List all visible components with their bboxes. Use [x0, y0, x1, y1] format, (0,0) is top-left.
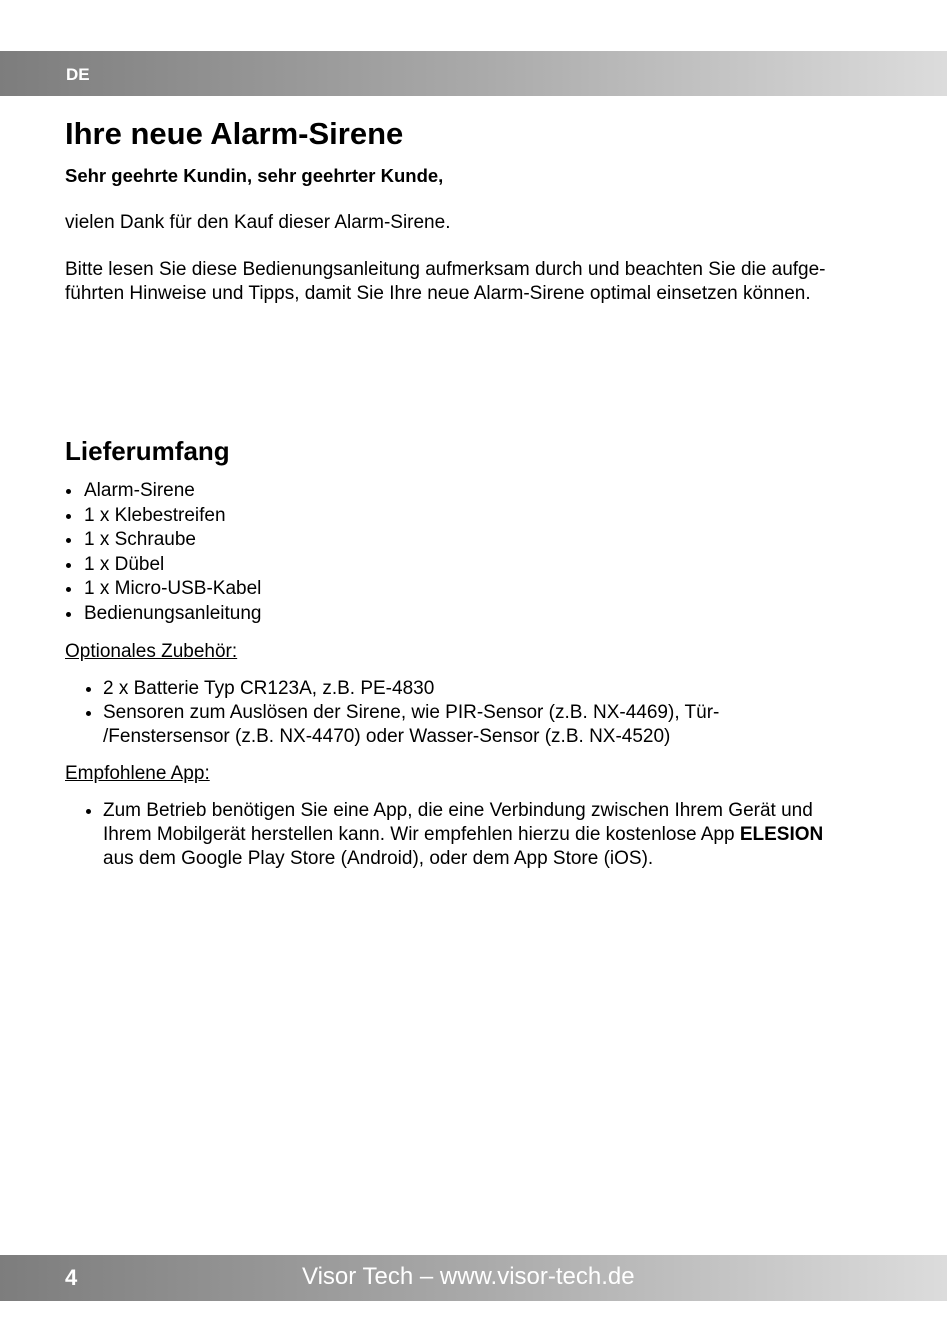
footer-text: Visor Tech – www.visor-tech.de: [302, 1263, 635, 1290]
list-item: [65, 701, 895, 749]
page-number: 4: [65, 1265, 78, 1290]
instructions-line-1: Bitte lesen Sie diese Bedienungsanleitung aufmerksam durch und beachten Sie die aufge-: [65, 259, 826, 280]
list-item: 2 x Batterie Typ CR123A, z.B. PE-4830: [65, 677, 895, 701]
app-heading: Empfohlene App:: [65, 762, 210, 784]
header-band: [0, 51, 947, 96]
optional-item-2-line-1: Sensoren zum Auslösen der Sirene, wie PIR-Sensor (z.B. NX-4469), Tür-: [103, 701, 720, 723]
list-item: Bedienungsanleitung: [65, 602, 895, 627]
scope-heading: Lieferumfang: [65, 436, 230, 466]
thanks-text: vielen Dank für den Kauf dieser Alarm-Sirene.: [65, 212, 451, 233]
app-name: ELESION: [739, 823, 824, 845]
page-content: [65, 112, 895, 871]
optional-list: [65, 677, 895, 749]
instructions-line-2: führten Hinweise und Tipps, damit Sie Ihre neue Alarm-Sirene optimal einsetzen können.: [65, 283, 811, 304]
optional-item-2-line-2: /Fenstersensor (z.B. NX-4470) oder Wasser-Sensor (z.B. NX-4520): [103, 725, 671, 747]
instructions-text: [65, 258, 895, 306]
list-item: [65, 799, 895, 871]
app-line-1: Zum Betrieb benötigen Sie eine App, die eine Verbindung zwischen Ihrem Gerät und: [103, 799, 813, 821]
list-item: 1 x Schraube: [65, 528, 895, 553]
list-item: 1 x Klebestreifen: [65, 504, 895, 529]
footer-band: [0, 1255, 947, 1301]
language-label: DE: [66, 65, 90, 84]
list-item: 1 x Micro-USB-Kabel: [65, 577, 895, 602]
scope-list: [65, 479, 895, 627]
optional-heading: Optionales Zubehör:: [65, 640, 238, 662]
app-line-3: aus dem Google Play Store (Android), oder dem App Store (iOS).: [103, 847, 654, 869]
app-list: [65, 799, 895, 871]
list-item: 1 x Dübel: [65, 553, 895, 578]
salutation: Sehr geehrte Kundin, sehr geehrter Kunde,: [65, 165, 444, 186]
app-line-2: Ihrem Mobilgerät herstellen kann. Wir empfehlen hierzu die kostenlose App: [103, 823, 740, 845]
page-title: Ihre neue Alarm-Sirene: [65, 116, 404, 151]
list-item: Alarm-Sirene: [65, 479, 895, 504]
